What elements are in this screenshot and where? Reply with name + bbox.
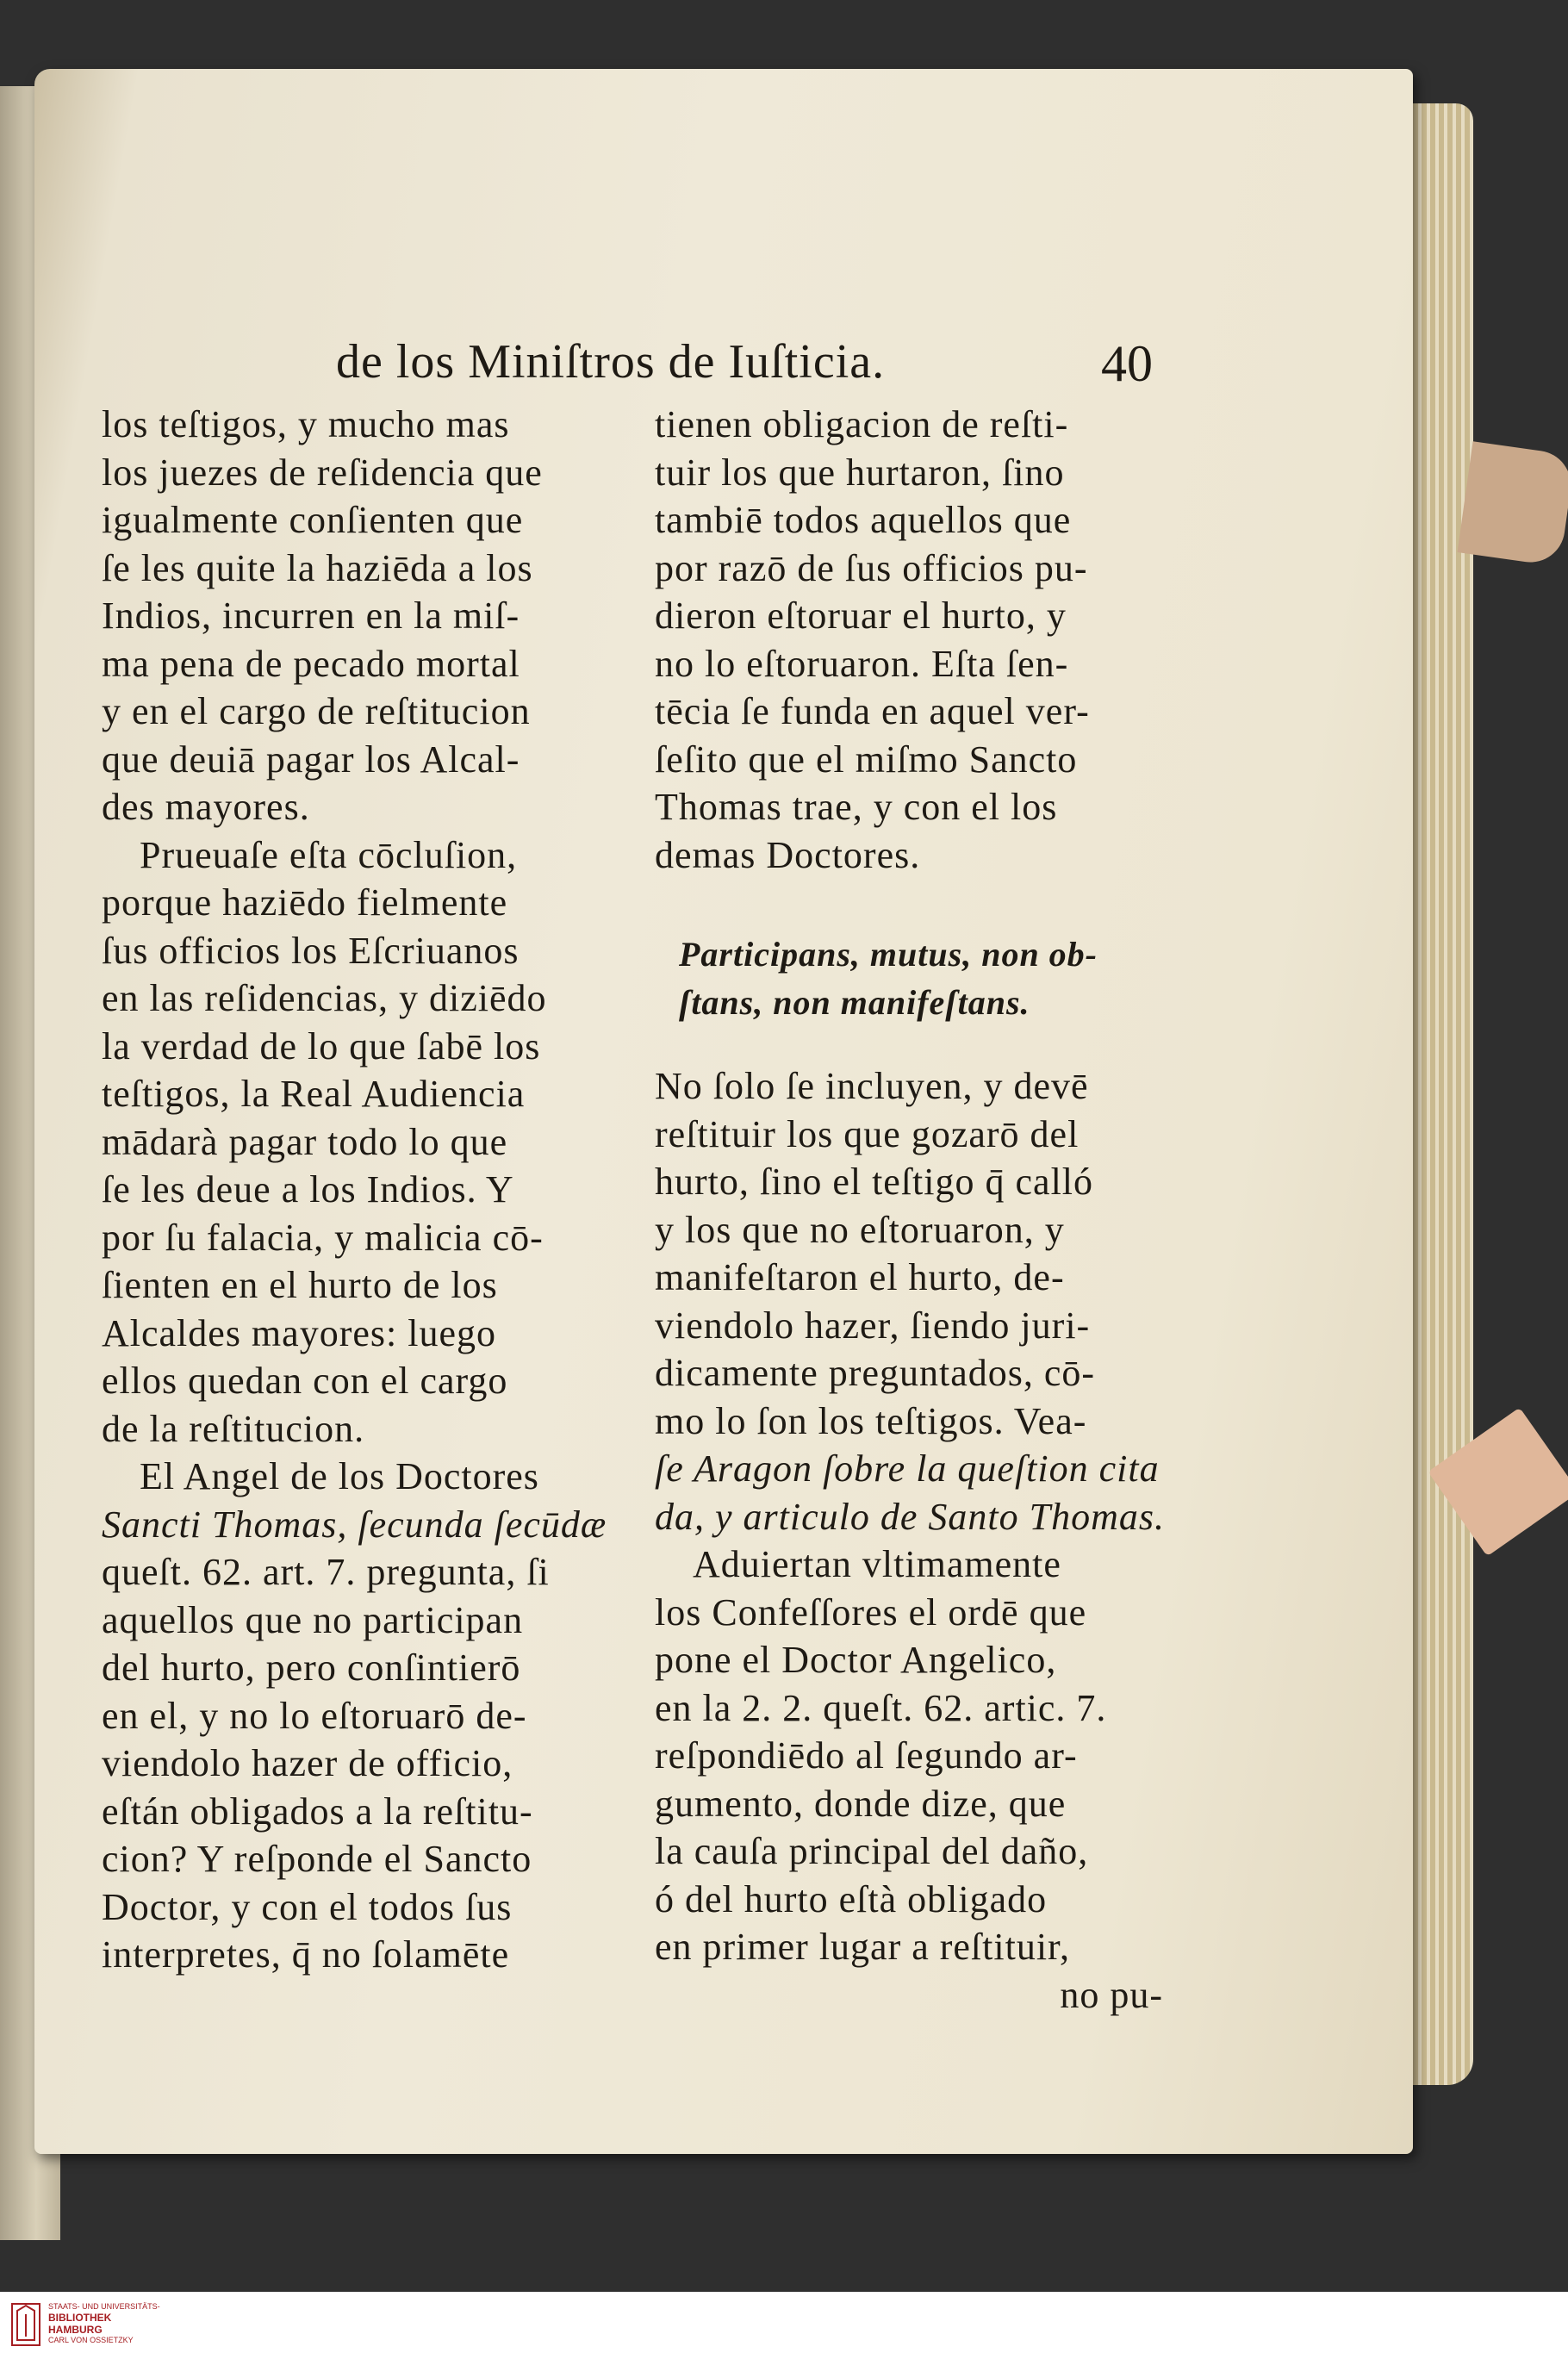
text-line: ma pena de pecado mortal — [102, 642, 520, 685]
text-line: manifeſtaron el hurto, de- — [655, 1256, 1065, 1298]
text-line: ſienten en el hurto de los — [102, 1264, 498, 1306]
text-line: viendolo hazer de officio, — [102, 1742, 513, 1784]
text-line: reſpondiēdo al ſegundo ar- — [655, 1734, 1078, 1777]
text-line: y los que no eſtoruaron, y — [655, 1208, 1065, 1251]
leather-tab — [1458, 441, 1568, 566]
text-line: ellos quedan con el cargo — [102, 1360, 508, 1402]
text-line: Indios, incurren en la miſ- — [102, 594, 520, 637]
text-line: y en el cargo de reſtitucion — [102, 690, 531, 732]
text-line: ſe les quite la haziēda a los — [102, 546, 533, 589]
text-line: da, y articulo de Santo Thomas. — [655, 1495, 1165, 1538]
text-line: pone el Doctor Angelico, — [655, 1639, 1057, 1681]
text-line: la verdad de lo que ſabē los — [102, 1024, 541, 1067]
logo-line: STAATS- UND UNIVERSITÄTS- — [48, 2302, 160, 2311]
catchword: no pu- — [1060, 1973, 1163, 2016]
text-line: tienen obligacion de reſti- — [655, 403, 1069, 445]
text-line: ſus officios los Eſcriuanos — [102, 929, 520, 972]
text-line: no lo eſtoruaron. Eſta ſen- — [655, 642, 1069, 685]
text-line: por ſu falacia, y malicia cō- — [102, 1216, 544, 1259]
text-line: eſtán obligados a la reſtitu- — [102, 1789, 533, 1833]
text-line: que deuiā pagar los Alcal- — [102, 738, 520, 781]
spacer — [655, 879, 1172, 931]
text-line: Sancti Thomas, ſecunda ſecūdæ — [102, 1503, 607, 1546]
text-line: Thomas trae, y con el los — [655, 786, 1058, 828]
text-line: en primer lugar a reſtituir, — [655, 1926, 1070, 1968]
text-line: reſtituir los que gozarō del — [655, 1112, 1080, 1155]
text-line: por razō de ſus officios pu- — [655, 546, 1088, 589]
text-line: ſeſito que el miſmo Sancto — [655, 738, 1078, 781]
text-line: porque haziēdo fielmente — [102, 881, 508, 924]
latin-verse-line: ſtans, non manifeſtans. — [679, 982, 1030, 1022]
text-line: teſtigos, la Real Audiencia — [102, 1073, 526, 1115]
footer-bar — [0, 2292, 1568, 2359]
text-line: No ſolo ſe incluyen, y devē — [655, 1065, 1089, 1107]
logo-line: HAMBURG — [48, 2324, 103, 2336]
text-line: ſe les deue a los Indios. Y — [102, 1168, 514, 1211]
text-line: tuir los que hurtaron, ſino — [655, 451, 1065, 494]
text-line: la cauſa principal del daño, — [655, 1830, 1089, 1872]
text-line: hurto, ſino el teſtigo q̄ calló — [655, 1161, 1094, 1203]
text-line: cion? Y reſponde el Sancto — [102, 1838, 532, 1880]
spacer — [655, 1026, 1172, 1062]
text-line: mādarà pagar todo lo que — [102, 1120, 508, 1163]
text-line: demas Doctores. — [655, 833, 921, 876]
text-line: en la 2. 2. queſt. 62. artic. 7. — [655, 1686, 1107, 1729]
latin-verse-line: Participans, mutus, non ob- — [679, 935, 1098, 974]
text-line: en el, y no lo eſtoruarō de- — [102, 1694, 527, 1737]
text-line: del hurto, pero conſintierō — [102, 1646, 521, 1689]
text-line: igualmente conſienten que — [102, 499, 524, 541]
text-line: ó del hurto eſtà obligado — [655, 1877, 1048, 1920]
text-line: Doctor, y con el todos ſus — [102, 1885, 513, 1928]
text-line: mo lo ſon los teſtigos. Vea- — [655, 1399, 1087, 1442]
text-line: Prueuaſe eſta cōcluſion, — [140, 833, 518, 876]
text-line: des mayores. — [102, 786, 310, 828]
left-column — [102, 401, 610, 1979]
text-line: queſt. 62. art. 7. pregunta, ſi — [102, 1551, 550, 1593]
text-line: interpretes, q̄ no ſolamēte — [102, 1933, 510, 1976]
text-line: gumento, donde dize, que — [655, 1782, 1067, 1825]
text-line: Alcaldes mayores: luego — [102, 1311, 496, 1354]
text-line: Aduiertan vltimamente — [693, 1543, 1061, 1585]
text-line: los juezes de reſidencia que — [102, 451, 543, 494]
text-line: viendolo hazer, ſiendo juri- — [655, 1304, 1091, 1347]
text-line: dicamente preguntados, cō- — [655, 1352, 1096, 1394]
text-line: de la reſtitucion. — [102, 1407, 365, 1450]
logo-line: BIBLIOTHEK — [48, 2312, 112, 2324]
text-line: ſe Aragon ſobre la queſtion cita — [655, 1447, 1160, 1490]
library-logo-icon — [10, 2302, 41, 2347]
right-column — [655, 401, 1172, 2019]
page-number: 40 — [1101, 335, 1153, 392]
running-head: de los Miniſtros de Iuſticia. — [336, 335, 886, 389]
text-line: aquellos que no participan — [102, 1598, 524, 1641]
text-line: tēcia ſe funda en aquel ver- — [655, 690, 1090, 732]
text-line: El Angel de los Doctores — [140, 1455, 539, 1497]
text-line: en las reſidencias, y diziēdo — [102, 977, 547, 1019]
text-line: dieron eſtoruar el hurto, y — [655, 594, 1067, 637]
logo-line: CARL VON OSSIETZKY — [48, 2336, 134, 2344]
library-logo-text — [48, 2302, 160, 2345]
text-line: los Confeſſores el ordē que — [655, 1590, 1087, 1634]
text-line: tambiē todos aquellos que — [655, 499, 1072, 541]
text-line: los teſtigos, y mucho mas — [102, 403, 510, 445]
